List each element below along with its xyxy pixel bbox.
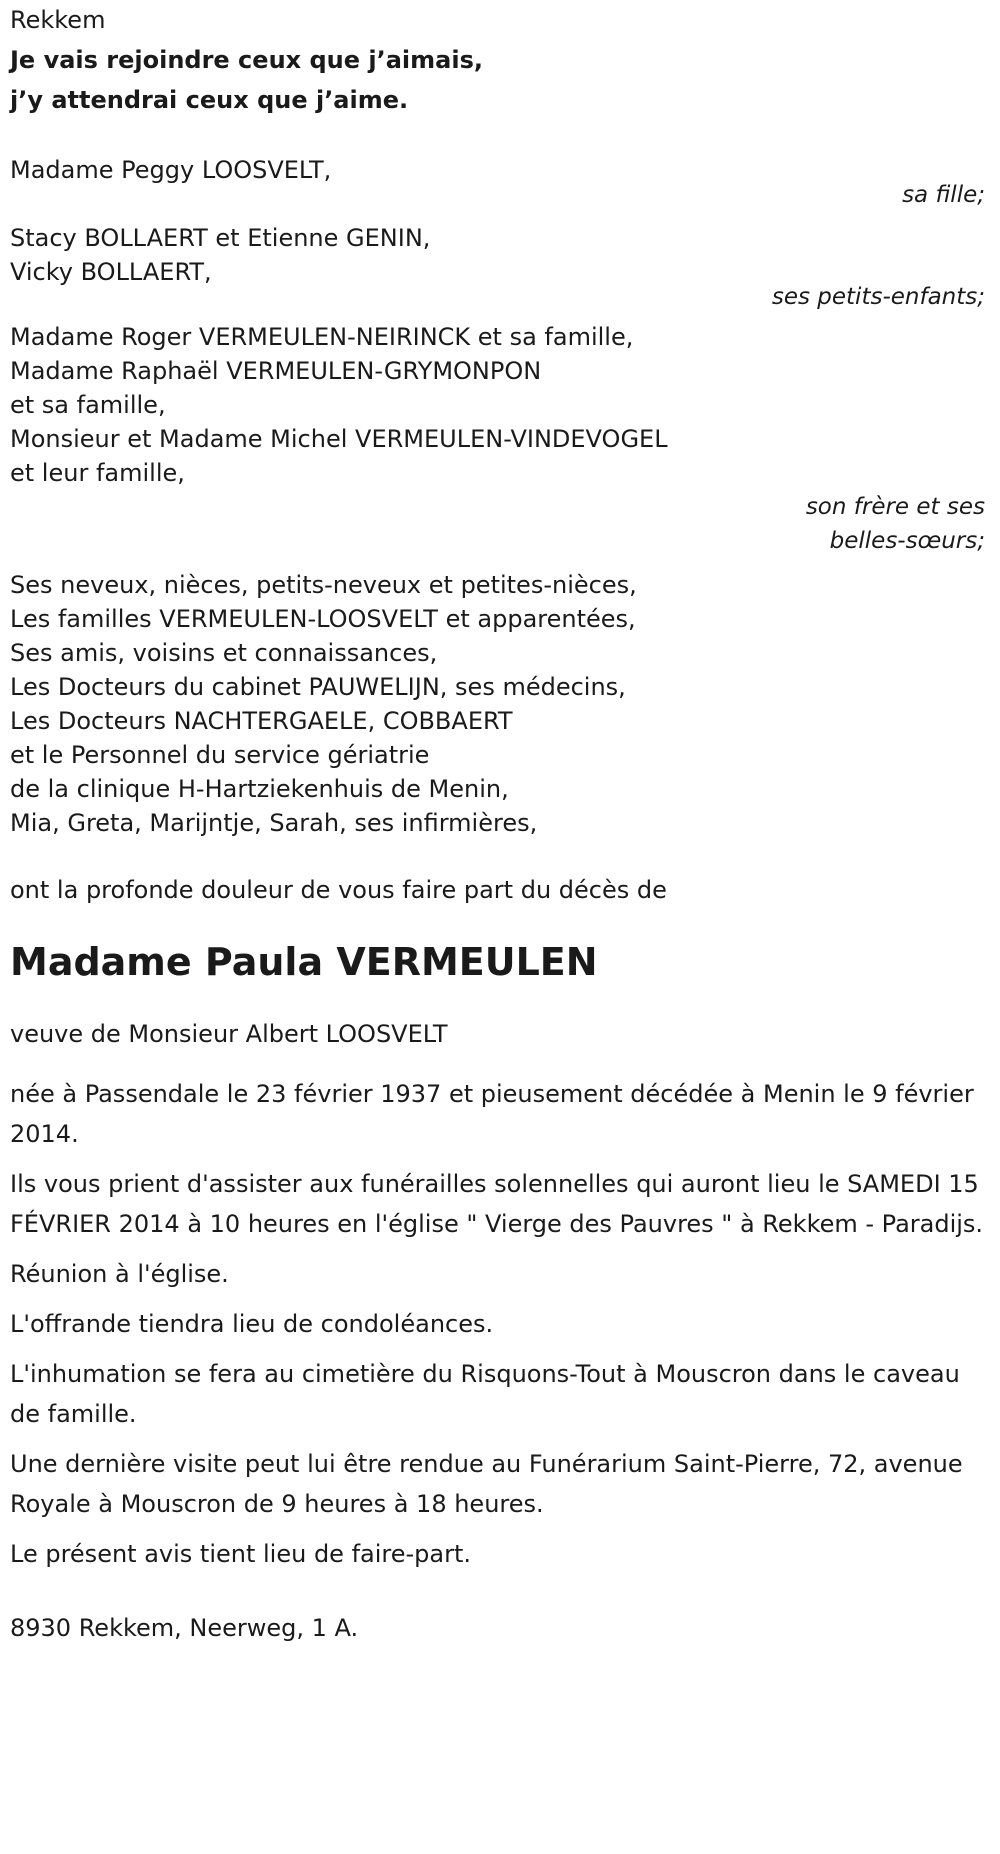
siblings-list: [10, 320, 985, 490]
daughter-name: Madame Peggy LOOSVELT,: [10, 156, 332, 184]
detail-paragraph: née à Passendale le 23 février 1937 et pieusement décédée à Menin le 9 février 2014.: [10, 1080, 974, 1148]
detail-paragraph: Le présent avis tient lieu de faire-part.: [10, 1540, 472, 1568]
other-line: Ses neveux, nièces, petits-neveux et petites-nièces,: [10, 571, 637, 599]
siblings-relation-line-1: son frère et ses: [805, 494, 985, 520]
epitaph-line-1: Je vais rejoindre ceux que j’aimais,: [10, 46, 483, 74]
sibling-line: et leur famille,: [10, 459, 185, 487]
grandchild-name: Vicky BOLLAERT,: [10, 258, 212, 286]
detail-paragraph: Réunion à l'église.: [10, 1260, 229, 1288]
detail-paragraph: L'inhumation se fera au cimetière du Risquons-Tout à Mouscron dans le caveau de famille.: [10, 1360, 960, 1428]
other-line: et le Personnel du service gériatrie: [10, 741, 430, 769]
siblings-relation-line-2: belles-sœurs;: [829, 528, 985, 554]
widow-of-text: veuve de Monsieur Albert LOOSVELT: [10, 1020, 448, 1048]
deceased-name: Madame Paula VERMEULEN: [10, 940, 598, 984]
sibling-line: Madame Roger VERMEULEN-NEIRINCK et sa famille,: [10, 323, 634, 351]
other-line: Mia, Greta, Marijntje, Sarah, ses infirmières,: [10, 809, 538, 837]
epitaph-line-2: j’y attendrai ceux que j’aime.: [10, 86, 409, 114]
grandchildren-relation: ses petits-enfants;: [771, 284, 985, 310]
place-name: Rekkem: [10, 6, 106, 34]
sibling-line: Madame Raphaël VERMEULEN-GRYMONPON: [10, 357, 542, 385]
detail-paragraph: Ils vous prient d'assister aux funérailles solennelles qui auront lieu le SAMEDI 15 FÉVRIER 2014 à 10 heures en l'église " Vierge des Pauvres " à Rekkem - Paradijs.: [10, 1170, 984, 1238]
obituary-notice: [10, 0, 985, 1648]
other-line: Ses amis, voisins et connaissances,: [10, 639, 438, 667]
details-section: [10, 1074, 985, 1574]
sibling-line: et sa famille,: [10, 391, 166, 419]
other-line: de la clinique H-Hartziekenhuis de Menin,: [10, 775, 509, 803]
detail-paragraph: L'offrande tiendra lieu de condoléances.: [10, 1310, 494, 1338]
announcement-text: ont la profonde douleur de vous faire part du décès de: [10, 876, 667, 904]
others-list: [10, 568, 985, 840]
other-line: Les Docteurs NACHTERGAELE, COBBAERT: [10, 707, 513, 735]
other-line: Les familles VERMEULEN-LOOSVELT et apparentées,: [10, 605, 636, 633]
address-text: 8930 Rekkem, Neerweg, 1 A.: [10, 1614, 359, 1642]
sibling-line: Monsieur et Madame Michel VERMEULEN-VINDEVOGEL: [10, 425, 668, 453]
detail-paragraph: Une dernière visite peut lui être rendue au Funérarium Saint-Pierre, 72, avenue Royale à Mouscron de 9 heures à 18 heures.: [10, 1450, 963, 1518]
grandchild-name: Stacy BOLLAERT et Etienne GENIN,: [10, 224, 431, 252]
other-line: Les Docteurs du cabinet PAUWELIJN, ses médecins,: [10, 673, 626, 701]
daughter-relation: sa fille;: [902, 182, 985, 208]
